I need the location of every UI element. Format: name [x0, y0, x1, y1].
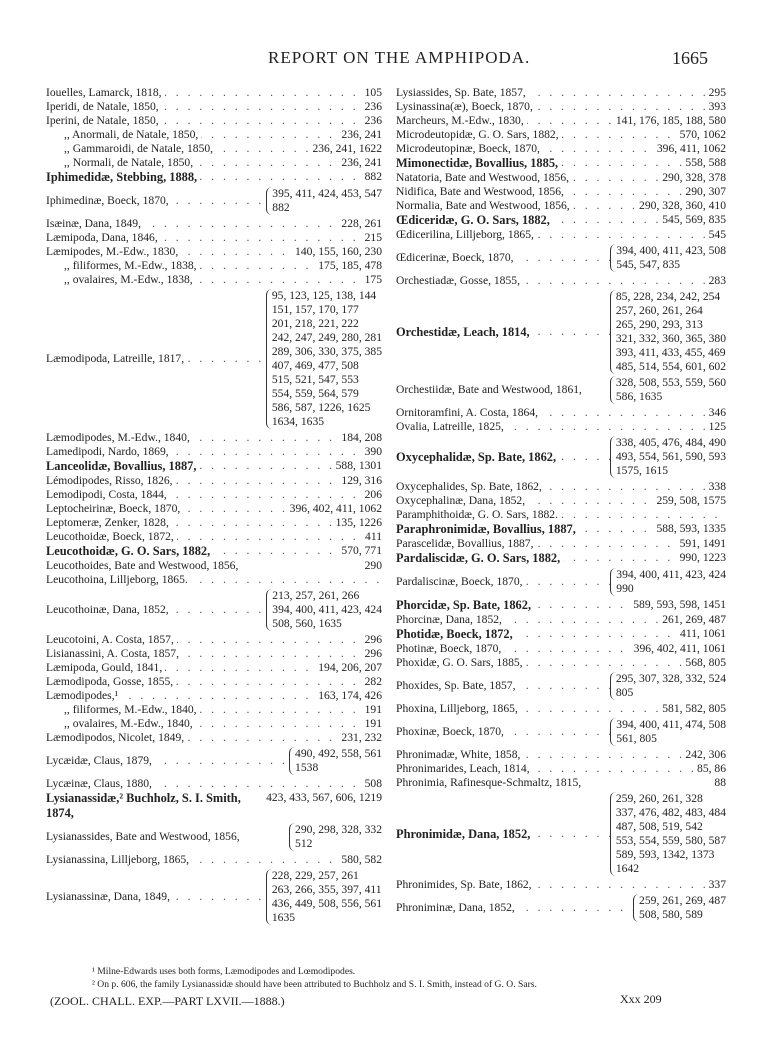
index-entry	[396, 156, 726, 171]
index-entry	[396, 406, 726, 420]
entry-pages: 283	[708, 274, 726, 287]
index-entry	[396, 228, 726, 242]
entry-pages: 236	[364, 114, 382, 127]
index-entry	[46, 589, 382, 631]
index-entry	[396, 672, 726, 700]
entry-term: Læmipodes, M.-Edw., 1830, . . .	[46, 245, 293, 259]
index-entry	[396, 718, 726, 746]
entry-pages: 338, 405, 476, 484, 490 493, 554, 561, 590, 593 1575, 1615	[610, 436, 726, 478]
index-entry	[46, 259, 382, 273]
index-entry	[46, 689, 382, 703]
index-entry	[396, 748, 726, 762]
entry-term: Læmodipoda, Gosse, 1855, . . .	[46, 675, 363, 689]
entry-pages: 290, 298, 328, 332 512	[289, 823, 382, 851]
entry-term: Lysinassina(æ), Boeck, 1870, . . .	[396, 100, 707, 114]
index-column-right	[396, 86, 726, 924]
index-entry	[46, 459, 382, 474]
entry-term: ,, ovalaires, M.-Edw., 1838, . . .	[46, 273, 363, 287]
entry-term: Œdiceridæ, G. O. Sars, 1882, . . .	[396, 213, 660, 228]
entry-pages: 570, 771	[341, 544, 382, 557]
entry-term: Nidifica, Bate and Westwood, 1856, . . .	[396, 185, 683, 199]
entry-term: Phroniminæ, Dana, 1852, . . .	[396, 901, 633, 915]
index-entry	[46, 217, 382, 231]
index-entry	[396, 702, 726, 716]
entry-term: Lémodipodes, Risso, 1826, . . .	[46, 474, 339, 488]
entry-pages: 396, 402, 411, 1061	[633, 642, 726, 655]
entry-term: Paraphronimidæ, Bovallius, 1887, . . .	[396, 522, 654, 537]
entry-term: Pardaliscinæ, Boeck, 1870, . . .	[396, 575, 610, 589]
index-entry	[396, 185, 726, 199]
entry-term: Microdeutopidæ, G. O. Sars, 1882, . . .	[396, 128, 678, 142]
entry-term: Phronimarides, Leach, 1814, . . .	[396, 762, 695, 776]
entry-pages: 328, 508, 553, 559, 560 586, 1635	[610, 376, 726, 404]
page-header	[0, 48, 776, 74]
entry-pages: 411, 1061	[680, 627, 726, 640]
entry-pages: 129, 316	[341, 474, 382, 487]
entry-term: Oxycephalidæ, Sp. Bate, 1862, . . .	[396, 450, 610, 465]
entry-term: Lysianassidæ,² Buchholz, S. I. Smith, 1874,	[46, 791, 241, 820]
entry-pages: 393	[708, 100, 726, 113]
entry-term: Orchestidæ, Leach, 1814, . . .	[396, 325, 610, 340]
entry-term: ,, filiformes, M.-Edw., 1838, . . .	[46, 259, 316, 273]
entry-term: Læmodipoda, Latreille, 1817, . . .	[46, 352, 266, 366]
entry-term: Œdicerilina, Lilljeborg, 1865, . . .	[396, 228, 707, 242]
entry-term: Phorcidæ, Sp. Bate, 1862, . . .	[396, 598, 631, 613]
entry-pages: 140, 155, 160, 230	[295, 245, 382, 258]
index-entry	[46, 661, 382, 675]
entry-term: Phronimia, Rafinesque-Schmaltz, 1815,	[396, 776, 712, 790]
entry-pages: 295, 307, 328, 332, 524 805	[610, 672, 726, 700]
entry-term: Ornitoramfini, A. Costa, 1864, . . .	[396, 406, 707, 420]
index-entry	[396, 878, 726, 892]
entry-pages: 290, 328, 378	[662, 171, 726, 184]
entry-pages: 589, 593, 598, 1451	[633, 598, 726, 611]
index-entry	[396, 114, 726, 128]
index-entry	[46, 100, 382, 114]
index-entry	[46, 791, 382, 821]
entry-term: Lysianassides, Bate and Westwood, 1856,	[46, 830, 289, 844]
index-entry	[396, 613, 726, 627]
index-entry	[396, 894, 726, 922]
entry-term: Phoxina, Lilljeborg, 1865, . . .	[396, 702, 660, 716]
entry-term: Læmipoda, Dana, 1846, . . .	[46, 231, 363, 245]
index-entry	[46, 142, 382, 156]
entry-pages: 570, 1062	[679, 128, 726, 141]
index-entry	[396, 494, 726, 508]
index-entry	[46, 273, 382, 287]
entry-pages: 236, 241	[341, 128, 382, 141]
index-entry	[396, 213, 726, 228]
entry-pages: 490, 492, 558, 561 1538	[289, 747, 382, 775]
entry-term: Phronimidæ, Dana, 1852, . . .	[396, 827, 610, 842]
entry-term: Lemodipodi, Costa, 1844, . . .	[46, 488, 363, 502]
entry-pages: 194, 206, 207	[318, 661, 382, 674]
entry-term: Marcheurs, M.-Edw., 1830, . . .	[396, 114, 614, 128]
entry-pages: 259, 508, 1575	[656, 494, 726, 507]
entry-term: Lisianassini, A. Costa, 1857, . . .	[46, 647, 363, 661]
entry-term: Pardaliscidæ, G. O. Sars, 1882, . . .	[396, 551, 678, 566]
entry-pages: 105	[364, 86, 382, 99]
entry-term: Oxycephalides, Sp. Bate, 1862, . . .	[396, 480, 707, 494]
entry-term: Phronimides, Sp. Bate, 1862, . . .	[396, 878, 707, 892]
index-entry	[46, 170, 382, 185]
index-entry	[46, 544, 382, 559]
entry-term: Isæinæ, Dana, 1849, . . .	[46, 217, 339, 231]
entry-pages: 236, 241	[341, 156, 382, 169]
entry-pages: 394, 400, 411, 474, 508 561, 805	[610, 718, 726, 746]
index-entry	[396, 420, 726, 434]
index-entry	[396, 436, 726, 478]
index-entry	[396, 142, 726, 156]
entry-pages: 261, 269, 487	[662, 613, 726, 626]
running-title: REPORT ON THE AMPHIPODA.	[268, 48, 531, 67]
index-entry	[46, 559, 382, 573]
entry-term: Parascelidæ, Bovallius, 1887, . . .	[396, 537, 678, 551]
index-entry	[46, 530, 382, 544]
entry-pages: 85, 86	[697, 762, 726, 775]
entry-pages: 545	[708, 228, 726, 241]
index-entry	[46, 853, 382, 867]
entry-term: Iphimedinæ, Boeck, 1870, . . .	[46, 194, 266, 208]
index-entry	[46, 431, 382, 445]
index-entry	[396, 100, 726, 114]
entry-pages: 184, 208	[341, 431, 382, 444]
entry-term: Photidæ, Boeck, 1872, . . .	[396, 627, 678, 642]
entry-pages: 990, 1223	[679, 551, 726, 564]
index-entry	[396, 792, 726, 876]
entry-term: Leucothoidæ, G. O. Sars, 1882, . . .	[46, 544, 339, 559]
entry-pages: 588, 593, 1335	[656, 522, 726, 535]
entry-pages: 175	[364, 273, 382, 286]
entry-term: ,, Anormali, de Natale, 1850, . . .	[46, 128, 339, 142]
index-entry	[46, 633, 382, 647]
index-entry	[396, 376, 726, 404]
entry-pages: 588, 1301	[335, 459, 382, 472]
entry-term: Ovalia, Latreille, 1825, . . .	[396, 420, 707, 434]
entry-pages: 228, 229, 257, 261 263, 266, 355, 397, 411 436, 449, 508, 556, 561 1635	[266, 869, 382, 925]
entry-term: Phronimadæ, White, 1858, . . .	[396, 748, 683, 762]
entry-term: ,, filiformes, M.-Edw., 1840, . . .	[46, 703, 363, 717]
entry-pages: 394, 400, 411, 423, 508 545, 547, 835	[610, 244, 726, 272]
entry-term: Phorcinæ, Dana, 1852, . . .	[396, 613, 660, 627]
index-entry	[396, 642, 726, 656]
index-entry	[46, 156, 382, 170]
index-entry	[396, 480, 726, 494]
entry-term: Orchestiadæ, Gosse, 1855, . . .	[396, 274, 707, 288]
index-entry	[46, 289, 382, 429]
entry-term: Lysianassinæ, Dana, 1849, . . .	[46, 890, 266, 904]
entry-pages: 95, 123, 125, 138, 144 151, 157, 170, 177 201, 218, 221, 222 242, 247, 249, 280, 281 289, 306, 330, 375, 385 407, 469, 477, 508 515, 521, 547, 553 554, 559, 564, 579 586, 587, 1226, 1625 1634, 1635	[266, 289, 382, 429]
entry-term: Lycæidæ, Claus, 1879, . . .	[46, 754, 289, 768]
entry-pages: 882	[364, 170, 382, 183]
index-entry	[46, 474, 382, 488]
entry-term: Lysiassides, Sp. Bate, 1857, . . .	[396, 86, 707, 100]
index-entry	[46, 777, 382, 791]
entry-term: Photinæ, Boeck, 1870, . . .	[396, 642, 632, 656]
entry-term: Leucothoinæ, Dana, 1852, . . .	[46, 603, 266, 617]
entry-term: Læmodipodes, M.-Edw., 1840, . . .	[46, 431, 339, 445]
entry-pages: 411	[365, 530, 382, 543]
index-entry	[46, 703, 382, 717]
entry-pages: 191	[364, 703, 382, 716]
entry-term: Iperidi, de Natale, 1850, . . .	[46, 100, 363, 114]
entry-term: Iperini, de Natale, 1850, . . .	[46, 114, 363, 128]
index-entry	[396, 274, 726, 288]
index-entry	[396, 537, 726, 551]
index-entry	[46, 488, 382, 502]
index-entry	[46, 128, 382, 142]
entry-pages: 228, 261	[341, 217, 382, 230]
index-entry	[396, 522, 726, 537]
entry-pages: 545, 569, 835	[662, 213, 726, 226]
index-entry	[46, 114, 382, 128]
entry-pages: 581, 582, 805	[662, 702, 726, 715]
entry-pages: 296	[364, 647, 382, 660]
entry-pages: 568, 805	[685, 656, 726, 669]
entry-pages: 558, 588	[685, 156, 726, 169]
entry-term: Natatoria, Bate and Westwood, 1856, . . .	[396, 171, 660, 185]
entry-term: Læmodipodes,¹ . . .	[46, 689, 316, 703]
entry-pages: 236, 241, 1622	[312, 142, 382, 155]
entry-pages: 580, 582	[341, 853, 382, 866]
journal-reference: (ZOOL. CHALL. EXP.—PART LXVII.—1888.)	[50, 994, 285, 1008]
entry-term: Phoxinæ, Boeck, 1870, . . .	[396, 725, 610, 739]
entry-pages: 346	[708, 406, 726, 419]
index-entry	[46, 731, 382, 745]
index-entry	[396, 627, 726, 642]
entry-pages: 215	[364, 231, 382, 244]
entry-pages: 236	[364, 100, 382, 113]
entry-term: Paramphithoidæ, G. O. Sars, 1882. . . .	[396, 508, 724, 522]
index-entry	[46, 573, 382, 587]
entry-term: Iphimedidæ, Stebbing, 1888, . . .	[46, 170, 363, 185]
index-entry	[396, 551, 726, 566]
entry-term: Lanceolidæ, Bovallius, 1887, . . .	[46, 459, 334, 474]
entry-term: Oxycephalinæ, Dana, 1852, . . .	[396, 494, 654, 508]
entry-term: Læmodipodos, Nicolet, 1849, . . .	[46, 731, 339, 745]
index-entry	[396, 128, 726, 142]
entry-pages: 88	[714, 776, 726, 789]
entry-term: Læmipoda, Gould, 1841, . . .	[46, 661, 316, 675]
entry-term: ,, Gammaroidi, de Natale, 1850, . . .	[46, 142, 310, 156]
entry-pages: 395, 411, 424, 453, 547 882	[266, 187, 382, 215]
footnote-1: ¹ Milne-Edwards uses both forms, Læmodipodes and Lœmodipodes.	[92, 966, 356, 977]
entry-term: Leucothoina, Lilljeborg, 1865. . . .	[46, 573, 380, 587]
index-entry	[396, 568, 726, 596]
index-entry	[46, 231, 382, 245]
entry-pages: 141, 176, 185, 188, 580	[615, 114, 726, 127]
index-entry	[396, 656, 726, 670]
entry-term: Lamedipodi, Nardo, 1869, . . .	[46, 445, 363, 459]
entry-pages: 213, 257, 261, 266 394, 400, 411, 423, 424 508, 560, 1635	[266, 589, 382, 631]
footnote-2: ² On p. 606, the family Lysianassidæ should have been attributed to Buchholz and S. I. Smith, instead of G. O. Sars.	[92, 979, 537, 990]
entry-pages: 163, 174, 426	[318, 689, 382, 702]
index-entry	[46, 869, 382, 925]
entry-pages: 338	[708, 480, 726, 493]
entry-pages: 135, 1226	[335, 516, 382, 529]
index-entry	[46, 502, 382, 516]
signature-mark: Xxx 209	[620, 992, 662, 1006]
entry-pages: 394, 400, 411, 423, 424 990	[610, 568, 726, 596]
entry-pages: 282	[364, 675, 382, 688]
entry-term: Leptocheirinæ, Boeck, 1870, . . .	[46, 502, 288, 516]
index-entry	[46, 717, 382, 731]
index-entry	[396, 598, 726, 613]
index-column-left	[46, 86, 382, 927]
entry-pages: 206	[364, 488, 382, 501]
index-entry	[46, 647, 382, 661]
index-entry	[396, 508, 726, 522]
index-entry	[396, 290, 726, 374]
entry-term: Phoxidæ, G. O. Sars, 1885, . . .	[396, 656, 683, 670]
index-entry	[396, 199, 726, 213]
entry-pages: 85, 228, 234, 242, 254 257, 260, 261, 264 265, 290, 293, 313 321, 332, 360, 365, 380 393, 411, 433, 455, 469 485, 514, 554, 601, 602	[610, 290, 726, 374]
entry-term: Œdicerinæ, Boeck, 1870, . . .	[396, 251, 610, 265]
index-entry	[46, 823, 382, 851]
index-entry	[46, 516, 382, 530]
entry-pages: 591, 1491	[679, 537, 726, 550]
entry-term: Leucotoini, A. Costa, 1857, . . .	[46, 633, 363, 647]
entry-pages: 191	[364, 717, 382, 730]
entry-term: Leucothoides, Bate and Westwood, 1856,	[46, 559, 363, 573]
index-entry	[46, 445, 382, 459]
index-entry	[396, 86, 726, 100]
page-number: 1665	[672, 48, 708, 68]
entry-pages: 125	[708, 420, 726, 433]
entry-pages: 396, 402, 411, 1062	[289, 502, 382, 515]
entry-term: Iouelles, Lamarck, 1818, . . .	[46, 86, 363, 100]
entry-term: Normalia, Bate and Westwood, 1856, . . .	[396, 199, 637, 213]
entry-term: Mimonectidæ, Bovallius, 1885, . . .	[396, 156, 683, 171]
index-entry	[46, 675, 382, 689]
entry-pages: 290	[364, 559, 382, 572]
entry-pages: 259, 260, 261, 328 337, 476, 482, 483, 484 487, 508, 519, 542 553, 554, 559, 580, 587 589, 593, 1342, 1373 1642	[610, 792, 726, 876]
entry-pages: 175, 185, 478	[318, 259, 382, 272]
entry-term: ,, Normali, de Natale, 1850, . . .	[46, 156, 339, 170]
entry-term: Leucothoidæ, Boeck, 1872, . . .	[46, 530, 363, 544]
entry-term: Lysianassina, Lilljeborg, 1865, . . .	[46, 853, 339, 867]
index-entry	[46, 86, 382, 100]
entry-pages: 242, 306	[685, 748, 726, 761]
index-entry	[46, 747, 382, 775]
entry-term: Orchestiidæ, Bate and Westwood, 1861,	[396, 383, 610, 397]
entry-term: Phoxides, Sp. Bate, 1857, . . .	[396, 679, 610, 693]
index-entry	[396, 171, 726, 185]
entry-term: ,, ovalaires, M.-Edw., 1840, . . .	[46, 717, 363, 731]
entry-pages: 423, 433, 567, 606, 1219	[266, 791, 382, 804]
entry-pages: 396, 411, 1062	[656, 142, 726, 155]
index-entry	[396, 762, 726, 776]
entry-term: Leptomeræ, Zenker, 1828, . . .	[46, 516, 334, 530]
entry-pages: 290, 307	[685, 185, 726, 198]
entry-pages: 259, 261, 269, 487 508, 580, 589	[633, 894, 726, 922]
entry-pages: 290, 328, 360, 410	[639, 199, 726, 212]
index-entry	[46, 245, 382, 259]
entry-term: Lycæinæ, Claus, 1880, . . .	[46, 777, 363, 791]
entry-pages: 390	[364, 445, 382, 458]
entry-term: Microdeutopinæ, Boeck, 1870, . . .	[396, 142, 655, 156]
index-entry	[396, 776, 726, 790]
index-entry	[396, 244, 726, 272]
entry-pages: 337	[708, 878, 726, 891]
entry-pages: 508	[364, 777, 382, 790]
entry-pages: 231, 232	[341, 731, 382, 744]
index-entry	[46, 187, 382, 215]
entry-pages: 295	[708, 86, 726, 99]
entry-pages: 296	[364, 633, 382, 646]
